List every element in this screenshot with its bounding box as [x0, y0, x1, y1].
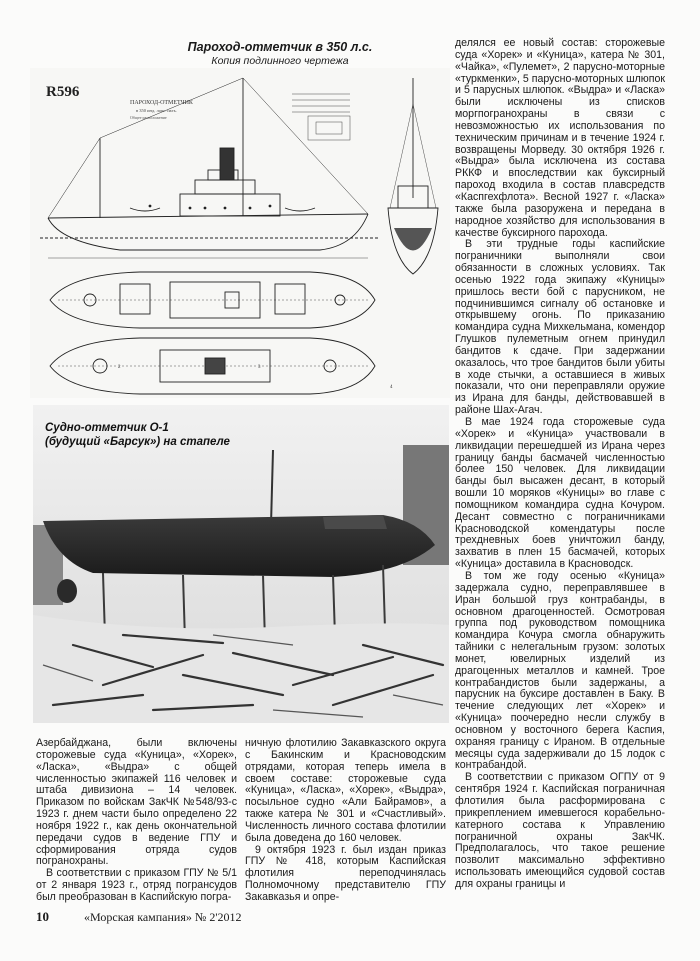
- journal-name: «Морская кампания» № 2'2012: [84, 910, 242, 924]
- page-number: 10: [36, 909, 49, 924]
- bottom-left-text-column: [36, 738, 237, 904]
- drawing-title: Пароход-отметчик в 350 л.с.: [187, 40, 373, 54]
- page-footer: [36, 909, 666, 925]
- right-text-column: [455, 38, 665, 891]
- paragraph: В том же году осенью «Куница» задержала судно, переправлявшее в Иран большой груз контрабанды, в основном драгоценностей. Осмотровая группа под руководством помощника командира Кочура смогла обнаружить тайники с нелегальным грузом: золотых монет, ювелирных изделий из драгоценных металлов и камней. Трое контрабандистов были задержаны, а парусник на буксире доставлен в Баку. В течение следующих лет «Хорек» и «Куница» поочередно несли службу в основном у восточного берега Каспия, охраняя границу с Ираном. В отдельные месяцы суда задерживали до 15 лодок с контрабандой.: [455, 569, 665, 772]
- paragraph: В эти трудные годы каспийские пограничники выполняли свои обязанности в сложных условиях. Так осенью 1922 года экипажу «Куницы» пришлось вести бой с парусником, не подчинившимся сигналу об остановке и открывшему огонь. По приказанию командира судна Михкельмана, комендор Глушков пулеметным огнем принудил бандитов к сдаче. При задержании оказалось, что трое бандитов были убиты в ходе стычки, а оставшиеся в живых показали, что они переправляли оружие из Ирана для банды, действовавшей в районе Шах-Агач.: [455, 238, 665, 417]
- sheet-note: Общее расположение: [130, 115, 167, 120]
- bottom-middle-text-column: [245, 738, 446, 904]
- photo-caption-line2: (будущий «Барсук») на стапеле: [45, 436, 230, 448]
- paragraph: ничную флотилию Закавказского округа с Бакинским и Красноводским отрядами, которая теперь имела в своем составе: сторожевые суда «Куница», «Ласка», «Хорек», «Выдра», посыльное судно «Али Байрамов», а также катера № 301 и «Счастливый». Численность личного состава флотилии была доведена до 160 человек.: [245, 737, 446, 844]
- paragraph: В соответствии с приказом ОГПУ от 9 сентября 1924 г. Каспийская пограничная флотилия была расформирована с прикреплением имевшегося корабельно-катерного состава к Управлению пограничной охраны ЗакЧК. Предполагалось, что такое решение позволит максимально эффективно использовать имеющийся судовой состав для охраны границы и: [455, 771, 665, 890]
- drawing-stamp: R596: [46, 84, 80, 100]
- paragraph: 9 октября 1923 г. был издан приказ ГПУ № 418, которым Каспийская флотилия переподчинялась Полномочному представителю ГПУ Закавказья и опре-: [245, 843, 446, 903]
- sheet-title: ПАРОХОД-ОТМЕТЧИК: [130, 100, 193, 106]
- sheet-subtitle: в 350 инд. лош. силъ.: [136, 108, 177, 113]
- paragraph: Азербайджана, были включены сторожевые суда «Куница», «Хорек», «Ласка», «Выдра» с общей численностью экипажей 116 человек и штаба дивизиона – 14 человек. Приказом по войскам ЗакЧК №548/93-с 1923 г. днем части было определено 22 ноября 1922 г., как день окончательной передачи судов в ведение ГПУ и сформирования отряда судов погранохраны.: [36, 737, 237, 868]
- ship-photo: [33, 405, 449, 723]
- frame-label: 4: [390, 385, 393, 390]
- frame-label: 3: [258, 365, 261, 370]
- paragraph: делялся ее новый состав: сторожевые суда «Хорек» и «Куница», катера № 301, «Чайка», «Пулемет», 2 парусно-моторные «туркменки», 5 парусно-моторных шлюпок и 5 парусных шлюпок. «Выдра» и «Ласка» были исключены из списков моргпогранохраны в связи с невозможностью их использования по техническим причинам и в течение 1924 г. возвращены Морведу. 30 октября 1926 г. «Выдра» была исключена из состава РККФ и впоследствии как буксирный пароход входила в состав плавсредств «Каспгехфлота». Весной 1927 г. «Ласка» также была разоружена и передана в народное хозяйство для использования в качестве буксирного парохода.: [455, 37, 665, 239]
- ship-technical-drawing: [30, 68, 450, 398]
- photo-caption: [45, 421, 230, 449]
- paragraph: В мае 1924 года сторожевые суда «Хорек» и «Куница» участвовали в ликвидации перешедшей из Ирана через границу банды басмачей численностью более 150 человек. Для ликвидации банды был высажен десант, в который вошли 10 моряков «Куницы» во главе с помощником командира судна Кочуром. Десант совместно с пограничниками Красноводской комендатуры после трехдневных боев уничтожил банду, захватив в плен 15 басмачей, которых «Куница» доставила в Красноводск.: [455, 416, 665, 571]
- paragraph: В соответствии с приказом ГПУ № 5/1 от 2 января 1923 г., отряд погрансудов был преобразован в Каспийскую погра-: [36, 867, 237, 903]
- drawing-subtitle: Копия подлинного чертежа: [211, 55, 349, 67]
- photo-caption-line1: Судно-отметчик О-1: [45, 422, 169, 434]
- frame-label: 2: [118, 365, 121, 370]
